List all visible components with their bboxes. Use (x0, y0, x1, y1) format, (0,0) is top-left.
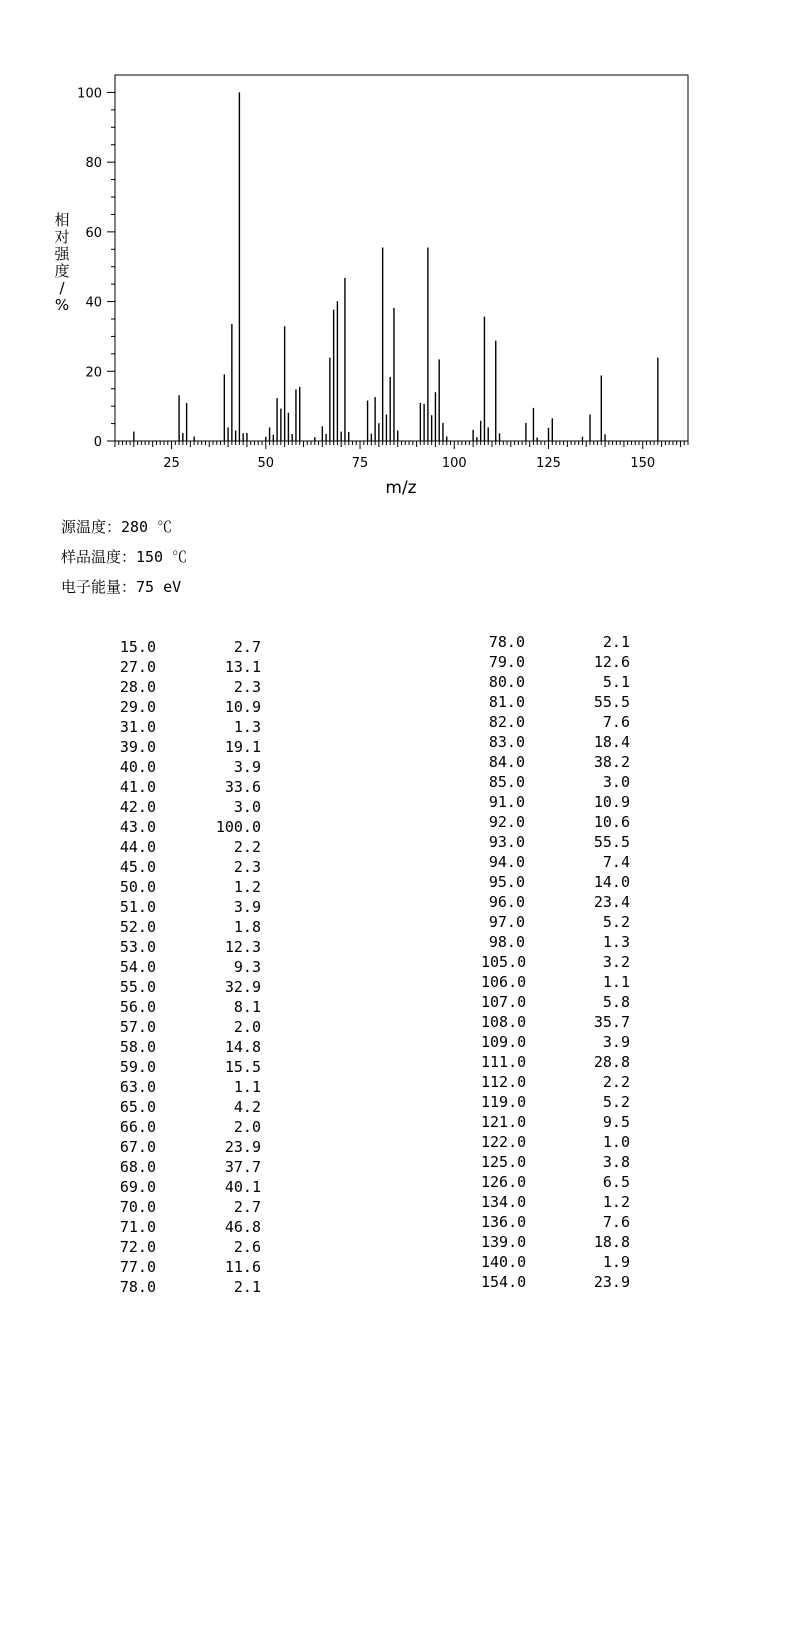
table-row (481, 792, 630, 812)
y-tick-label: 80 (85, 156, 102, 172)
abundance-value: 13.1 (224, 658, 261, 676)
mz-value: 85.0 (488, 773, 525, 791)
mz-value: 80.0 (488, 673, 525, 691)
table-row (481, 752, 630, 772)
abundance-value: 2.3 (233, 858, 261, 876)
table-row (481, 1012, 630, 1032)
mz-value: 82.0 (488, 713, 525, 731)
table-row (481, 652, 630, 672)
table-row (481, 692, 630, 712)
abundance-value: 14.8 (224, 1038, 261, 1056)
abundance-value: 1.2 (602, 1193, 630, 1211)
mz-value: 28.0 (119, 678, 156, 696)
abundance-value: 38.2 (593, 753, 630, 771)
mz-value: 59.0 (119, 1058, 156, 1076)
table-row (481, 1192, 630, 1212)
abundance-value: 37.7 (224, 1158, 261, 1176)
table-row (112, 1117, 261, 1137)
abundance-value: 11.6 (224, 1258, 261, 1276)
mz-value: 71.0 (119, 1218, 156, 1236)
table-row (481, 992, 630, 1012)
mz-value: 136.0 (481, 1213, 527, 1231)
table-row (481, 672, 630, 692)
table-row (481, 1112, 630, 1132)
abundance-value: 1.1 (602, 973, 630, 991)
table-row (481, 1132, 630, 1152)
mz-value: 15.0 (119, 638, 156, 656)
table-row (112, 977, 261, 997)
table-row (112, 917, 261, 937)
mz-value: 95.0 (488, 873, 525, 891)
x-tick-label: 125 (536, 456, 561, 471)
abundance-value: 46.8 (224, 1218, 261, 1236)
table-row (112, 1077, 261, 1097)
x-tick-label: 75 (351, 456, 369, 471)
mz-value: 154.0 (481, 1273, 527, 1291)
mz-value: 31.0 (119, 718, 156, 736)
table-row (481, 632, 630, 652)
table-row (481, 732, 630, 752)
abundance-value: 12.6 (593, 653, 630, 671)
mz-value: 106.0 (481, 973, 527, 991)
abundance-value: 7.4 (602, 853, 630, 871)
mz-value: 125.0 (481, 1153, 527, 1171)
electron-energy: 电子能量：75 eV (61, 578, 182, 596)
x-axis-label: m/z (385, 478, 417, 498)
mz-value: 70.0 (119, 1198, 156, 1216)
table-row (481, 1032, 630, 1052)
table-row (112, 1057, 261, 1077)
table-row (481, 1252, 630, 1272)
table-row (112, 697, 261, 717)
abundance-value: 55.5 (593, 833, 630, 851)
mz-value: 78.0 (488, 633, 525, 651)
mz-value: 112.0 (481, 1073, 527, 1091)
abundance-value: 2.6 (233, 1238, 261, 1256)
y-axis-label: 相对强度/ % (54, 211, 70, 314)
table-row (481, 1152, 630, 1172)
abundance-value: 6.5 (602, 1173, 630, 1191)
table-row (481, 972, 630, 992)
abundance-value: 2.7 (233, 638, 261, 656)
mz-value: 134.0 (481, 1193, 527, 1211)
mz-value: 50.0 (119, 878, 156, 896)
abundance-value: 2.1 (233, 1278, 261, 1296)
table-row (481, 1272, 630, 1292)
mz-value: 92.0 (488, 813, 525, 831)
mz-value: 63.0 (119, 1078, 156, 1096)
table-row (112, 717, 261, 737)
y-tick-label: 0 (93, 435, 102, 450)
mz-value: 53.0 (119, 938, 156, 956)
mz-value: 56.0 (119, 998, 156, 1016)
abundance-value: 19.1 (224, 738, 261, 756)
table-row (481, 1092, 630, 1112)
table-row (481, 1212, 630, 1232)
table-row (112, 897, 261, 917)
table-row (112, 937, 261, 957)
mz-value: 93.0 (488, 833, 525, 851)
abundance-value: 1.3 (233, 718, 261, 736)
table-row (481, 952, 630, 972)
mz-value: 84.0 (488, 753, 525, 771)
mz-value: 67.0 (119, 1138, 156, 1156)
peak-table-left (112, 637, 261, 1297)
abundance-value: 14.0 (593, 873, 630, 891)
table-row (112, 1037, 261, 1057)
mz-value: 108.0 (481, 1013, 527, 1031)
mz-value: 111.0 (481, 1053, 527, 1071)
abundance-value: 3.9 (233, 758, 261, 776)
abundance-value: 3.2 (602, 953, 630, 971)
y-axis (77, 86, 115, 450)
abundance-value: 3.0 (602, 773, 630, 791)
mz-value: 57.0 (119, 1018, 156, 1036)
table-row (112, 1017, 261, 1037)
mz-value: 68.0 (119, 1158, 156, 1176)
mz-value: 97.0 (488, 913, 525, 931)
abundance-value: 2.0 (233, 1018, 261, 1036)
mz-value: 39.0 (119, 738, 156, 756)
mz-value: 42.0 (119, 798, 156, 816)
source-temperature: 源温度：280 ℃ (61, 518, 173, 536)
abundance-value: 5.8 (602, 993, 630, 1011)
abundance-value: 1.2 (233, 878, 261, 896)
mass-spectrum-chart (0, 0, 794, 520)
sample-temperature: 样品温度：150 ℃ (61, 548, 188, 566)
mz-value: 69.0 (119, 1178, 156, 1196)
mz-value: 122.0 (481, 1133, 527, 1151)
abundance-value: 12.3 (224, 938, 261, 956)
table-row (112, 757, 261, 777)
mz-value: 72.0 (119, 1238, 156, 1256)
mz-value: 83.0 (488, 733, 525, 751)
abundance-value: 32.9 (224, 978, 261, 996)
table-row (112, 1177, 261, 1197)
x-axis (115, 441, 688, 471)
abundance-value: 33.6 (224, 778, 261, 796)
table-row (112, 777, 261, 797)
table-row (481, 1232, 630, 1252)
table-row (481, 812, 630, 832)
mz-value: 105.0 (481, 953, 527, 971)
abundance-value: 5.2 (602, 1093, 630, 1111)
y-tick-label: 20 (85, 365, 102, 381)
table-row (112, 1277, 261, 1297)
abundance-value: 1.0 (602, 1133, 630, 1151)
abundance-value: 9.5 (602, 1113, 630, 1131)
mz-value: 44.0 (119, 838, 156, 856)
abundance-value: 3.9 (233, 898, 261, 916)
abundance-value: 9.3 (233, 958, 261, 976)
mz-value: 55.0 (119, 978, 156, 996)
mz-value: 43.0 (119, 818, 156, 836)
abundance-value: 40.1 (224, 1178, 261, 1196)
table-row (112, 1137, 261, 1157)
y-tick-label: 60 (85, 225, 102, 241)
abundance-value: 2.2 (602, 1073, 630, 1091)
mz-value: 126.0 (481, 1173, 527, 1191)
table-row (112, 1097, 261, 1117)
mz-value: 121.0 (481, 1113, 527, 1131)
abundance-value: 2.0 (233, 1118, 261, 1136)
mz-value: 41.0 (119, 778, 156, 796)
abundance-value: 15.5 (224, 1058, 261, 1076)
mz-value: 65.0 (119, 1098, 156, 1116)
mz-value: 77.0 (119, 1258, 156, 1276)
table-row (112, 1197, 261, 1217)
table-row (112, 1157, 261, 1177)
table-row (481, 912, 630, 932)
table-row (481, 1072, 630, 1092)
x-tick-label: 150 (630, 456, 656, 471)
mz-value: 140.0 (481, 1253, 527, 1271)
abundance-value: 10.9 (224, 698, 261, 716)
mz-value: 98.0 (488, 933, 525, 951)
mz-value: 45.0 (119, 858, 156, 876)
abundance-value: 23.9 (224, 1138, 261, 1156)
abundance-value: 3.0 (233, 798, 261, 816)
abundance-value: 2.3 (233, 678, 261, 696)
table-row (112, 857, 261, 877)
table-row (112, 637, 261, 657)
abundance-value: 18.4 (593, 733, 630, 751)
table-row (481, 852, 630, 872)
abundance-value: 1.8 (233, 918, 261, 936)
abundance-value: 7.6 (602, 1213, 630, 1231)
abundance-value: 23.4 (593, 893, 630, 911)
x-tick-label: 100 (441, 456, 467, 471)
abundance-value: 35.7 (593, 1013, 630, 1031)
abundance-value: 8.1 (233, 998, 261, 1016)
abundance-value: 2.2 (233, 838, 261, 856)
table-row (112, 677, 261, 697)
table-row (481, 832, 630, 852)
abundance-value: 1.1 (233, 1078, 261, 1096)
abundance-value: 4.2 (233, 1098, 261, 1116)
mz-value: 66.0 (119, 1118, 156, 1136)
table-row (112, 1257, 261, 1277)
mz-value: 91.0 (488, 793, 525, 811)
abundance-value: 100.0 (215, 818, 261, 836)
table-row (481, 892, 630, 912)
spectrum-peaks (134, 92, 658, 441)
abundance-value: 2.1 (602, 633, 630, 651)
mz-value: 96.0 (488, 893, 525, 911)
x-tick-label: 50 (257, 456, 275, 471)
table-row (481, 932, 630, 952)
table-row (481, 712, 630, 732)
abundance-value: 23.9 (593, 1273, 630, 1291)
mz-value: 107.0 (481, 993, 527, 1011)
table-row (112, 797, 261, 817)
abundance-value: 1.9 (602, 1253, 630, 1271)
x-tick-label: 25 (163, 456, 180, 471)
mz-value: 119.0 (481, 1093, 527, 1111)
table-row (112, 737, 261, 757)
table-row (112, 1217, 261, 1237)
mz-value: 52.0 (119, 918, 156, 936)
mz-value: 58.0 (119, 1038, 156, 1056)
table-row (481, 1172, 630, 1192)
plot-frame (115, 75, 688, 441)
mz-value: 54.0 (119, 958, 156, 976)
mz-value: 51.0 (119, 898, 156, 916)
mz-value: 81.0 (488, 693, 525, 711)
table-row (112, 957, 261, 977)
mz-value: 78.0 (119, 1278, 156, 1296)
mz-value: 94.0 (488, 853, 525, 871)
y-tick-label: 40 (85, 295, 102, 311)
abundance-value: 2.7 (233, 1198, 261, 1216)
table-row (112, 817, 261, 837)
table-row (112, 1237, 261, 1257)
abundance-value: 3.8 (602, 1153, 630, 1171)
abundance-value: 55.5 (593, 693, 630, 711)
abundance-value: 10.9 (593, 793, 630, 811)
abundance-value: 1.3 (602, 933, 630, 951)
abundance-value: 28.8 (593, 1053, 630, 1071)
table-row (112, 877, 261, 897)
table-row (112, 657, 261, 677)
mz-value: 139.0 (481, 1233, 527, 1251)
abundance-value: 7.6 (602, 713, 630, 731)
table-row (112, 997, 261, 1017)
table-row (481, 772, 630, 792)
mz-value: 79.0 (488, 653, 525, 671)
abundance-value: 5.2 (602, 913, 630, 931)
mz-value: 29.0 (119, 698, 156, 716)
table-row (112, 837, 261, 857)
table-row (481, 1052, 630, 1072)
abundance-value: 10.6 (593, 813, 630, 831)
mz-value: 27.0 (119, 658, 156, 676)
abundance-value: 5.1 (602, 673, 630, 691)
abundance-value: 3.9 (602, 1033, 630, 1051)
mz-value: 109.0 (481, 1033, 527, 1051)
abundance-value: 18.8 (593, 1233, 630, 1251)
peak-table-right (481, 632, 630, 1292)
mz-value: 40.0 (119, 758, 156, 776)
table-row (481, 872, 630, 892)
y-tick-label: 100 (77, 86, 102, 102)
